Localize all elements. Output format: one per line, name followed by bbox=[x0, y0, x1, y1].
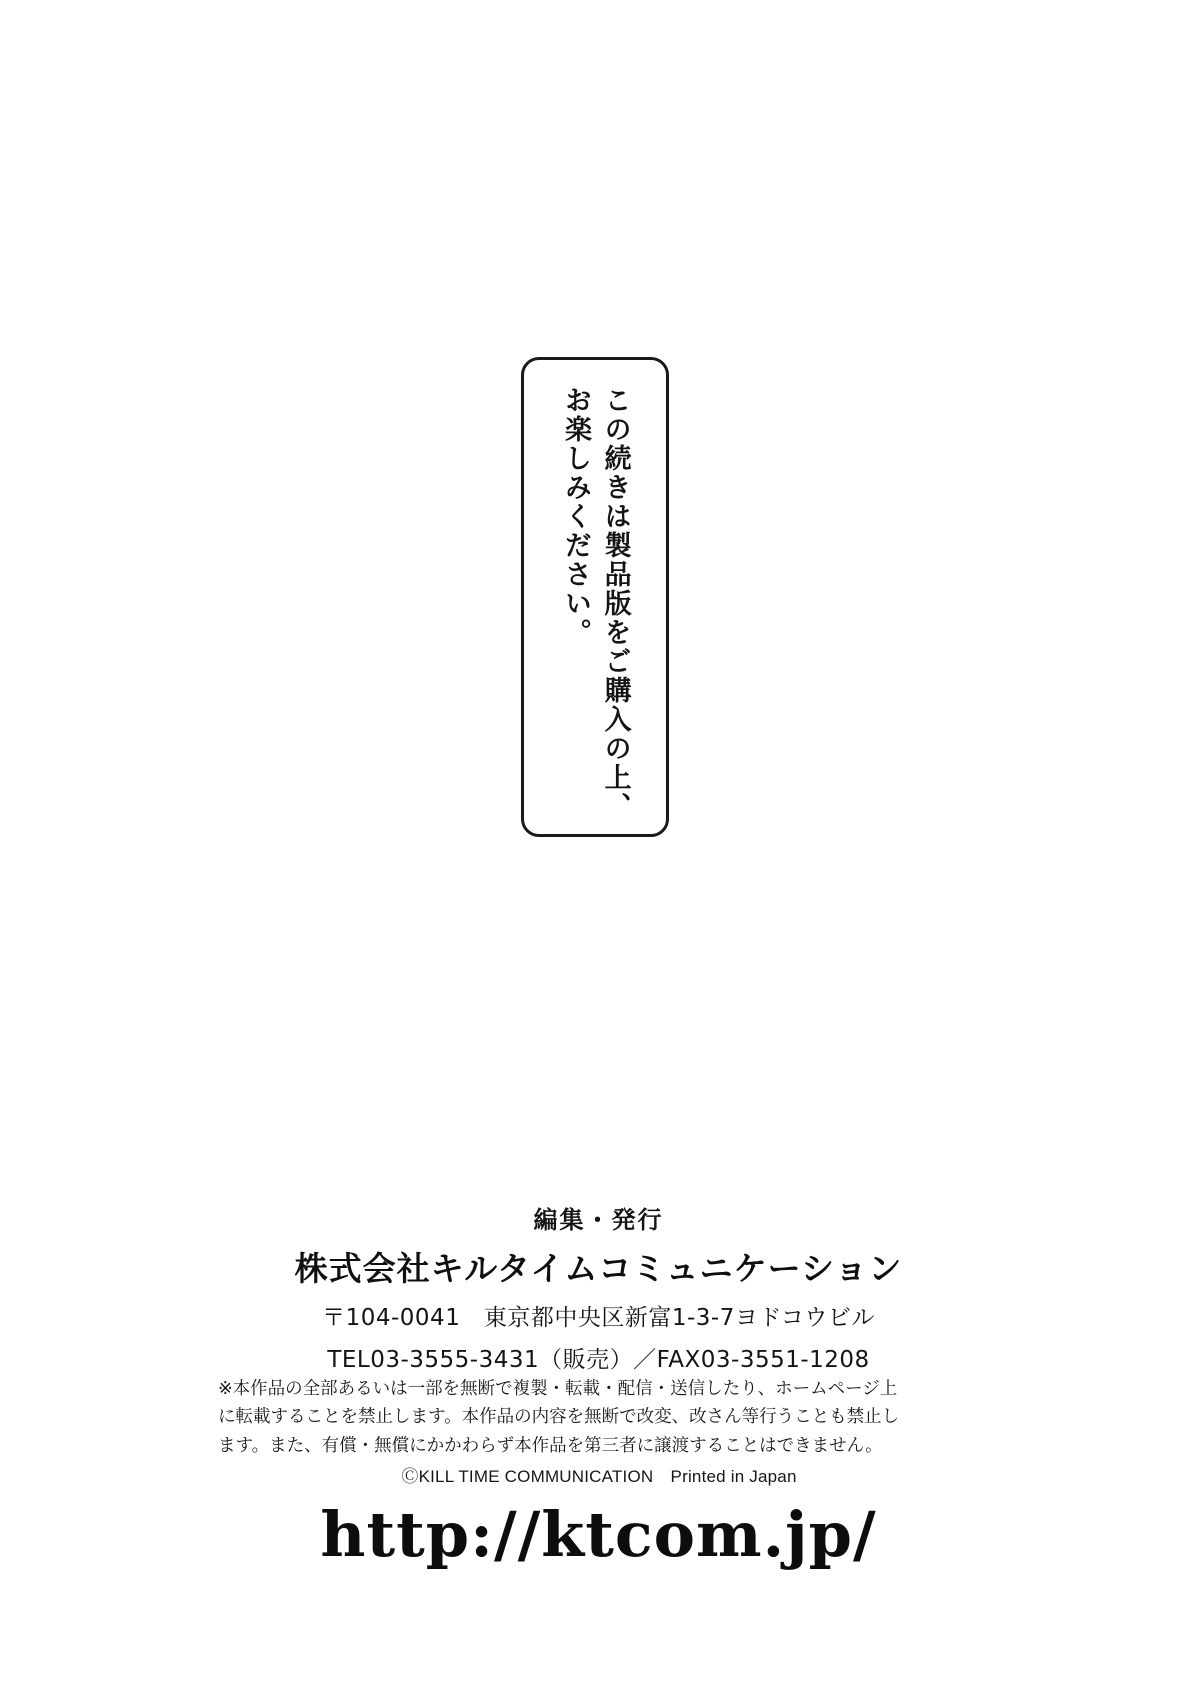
purchase-notice-box bbox=[521, 357, 669, 837]
publisher-label: 編集・発行 bbox=[533, 1205, 664, 1234]
publisher-block bbox=[0, 1200, 1197, 1374]
legal-line-3: ます。また、有償・無償にかかわらず本作品を第三者に譲渡することはできません。 bbox=[218, 1435, 883, 1456]
copyright-line: ⒸKILL TIME COMMUNICATION Printed in Japan bbox=[401, 1467, 797, 1487]
publisher-telephone: TEL03-3555-3431（販売）／FAX03-3551-1208 bbox=[327, 1347, 870, 1373]
publisher-name: 株式会社キルタイムコミュニケーション bbox=[294, 1249, 903, 1288]
legal-line-1: ※本作品の全部あるいは一部を無断で複製・転載・配信・送信したり、ホームページ上 bbox=[218, 1379, 898, 1399]
purchase-notice-text bbox=[524, 360, 666, 834]
notice-line-1: この続きは製品版をご購入の上、 bbox=[599, 386, 631, 821]
legal-line-2: に転載することを禁止します。本作品の内容を無断で改変、改さん等行うことも禁止し bbox=[218, 1407, 900, 1428]
notice-line-2: お楽しみください。 bbox=[560, 386, 591, 647]
publisher-website-url[interactable]: http://ktcom.jp/ bbox=[320, 1498, 877, 1571]
publisher-address: 〒104-0041 東京都中央区新富1-3-7ヨドコウビル bbox=[322, 1305, 875, 1331]
legal-notice bbox=[218, 1375, 980, 1491]
